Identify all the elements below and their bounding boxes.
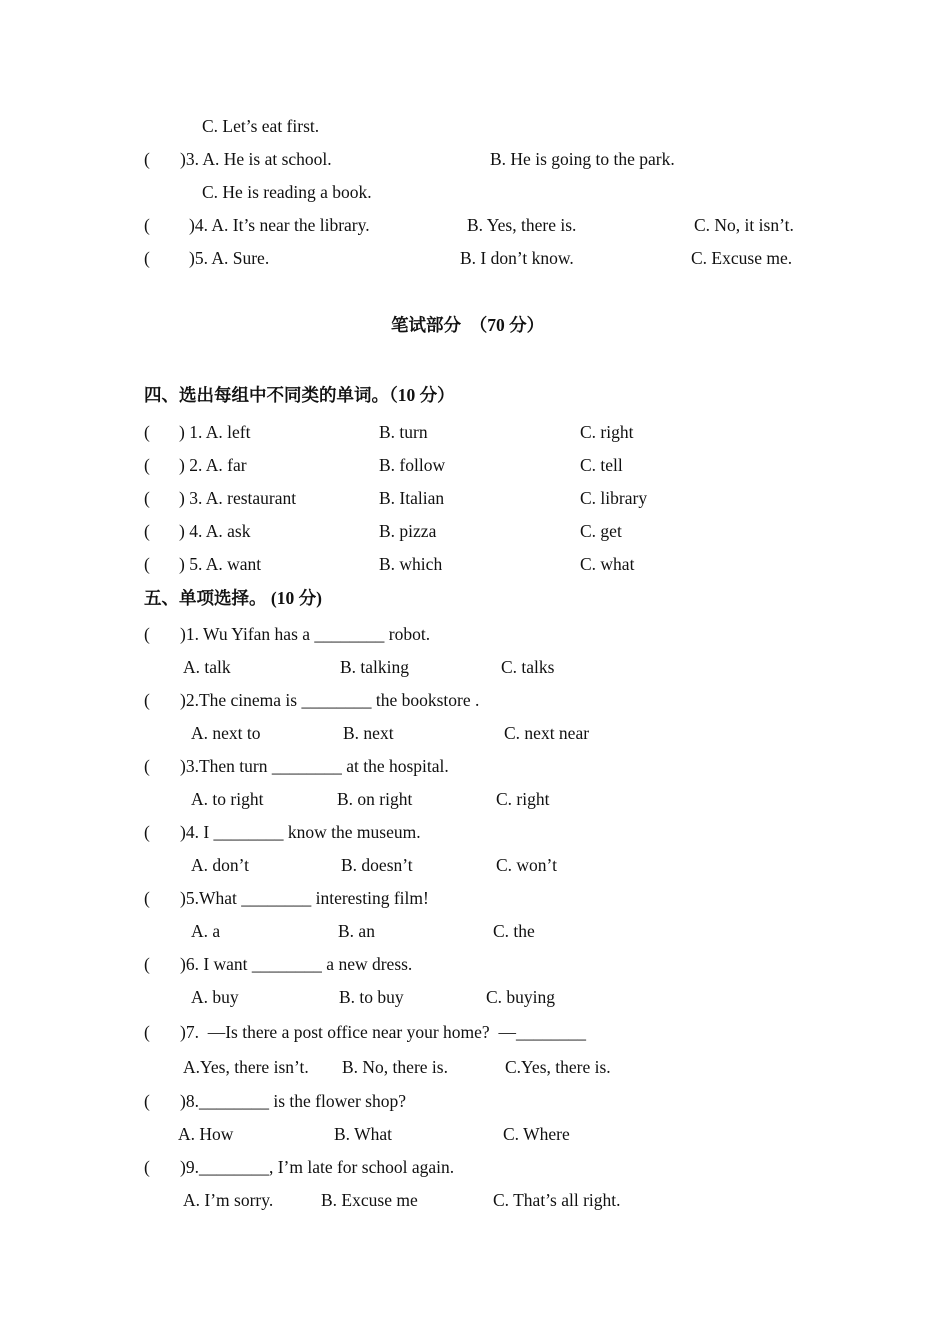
section-5-q5-option-c: C. the: [493, 921, 535, 941]
answer-paren: (: [144, 954, 150, 974]
section-5-q9-option-c: C. That’s all right.: [493, 1190, 621, 1210]
section-5-q3-stem: )3.Then turn ________ at the hospital.: [180, 756, 449, 776]
listening-q3-option-c: C. He is reading a book.: [202, 182, 372, 202]
section-4-row-5-a: ) 5. A. want: [179, 554, 262, 574]
section-4-row-4-c: C. get: [580, 521, 622, 541]
answer-paren: (: [144, 554, 150, 574]
answer-paren: (: [144, 690, 150, 710]
section-5-title: 五、单项选择。 (10 分): [144, 588, 322, 608]
section-5-q4-stem: )4. I ________ know the museum.: [180, 822, 421, 842]
section-4-row-3-a: ) 3. A. restaurant: [179, 488, 297, 508]
section-4-row-4-a: ) 4. A. ask: [179, 521, 251, 541]
section-4-row-5-c: C. what: [580, 554, 635, 574]
answer-paren: (: [144, 422, 150, 442]
answer-paren: (: [144, 215, 150, 235]
section-5-q4-option-b: B. doesn’t: [341, 855, 413, 875]
section-4-row-2-c: C. tell: [580, 455, 623, 475]
section-5-q9-option-a: A. I’m sorry.: [183, 1190, 274, 1210]
listening-q4-option-c: C. No, it isn’t.: [694, 215, 794, 235]
section-5-q7-stem: )7. —Is there a post office near your home? —________: [180, 1022, 586, 1042]
listening-q5-option-c: C. Excuse me.: [691, 248, 793, 268]
listening-q5-stem: )5. A. Sure.: [189, 248, 270, 268]
section-4-row-2-b: B. follow: [379, 455, 446, 475]
section-5-q5-option-a: A. a: [191, 921, 221, 941]
section-4-row-4-b: B. pizza: [379, 521, 437, 541]
section-4-row-1-a: ) 1. A. left: [179, 422, 251, 442]
section-5-q3-option-a: A. to right: [191, 789, 264, 809]
answer-paren: (: [144, 1091, 150, 1111]
listening-q5-option-b: B. I don’t know.: [460, 248, 574, 268]
written-part-title: 笔试部分 （70 分）: [391, 315, 545, 335]
section-5-q1-option-a: A. talk: [183, 657, 231, 677]
answer-paren: (: [144, 756, 150, 776]
section-5-q6-option-c: C. buying: [486, 987, 556, 1007]
answer-paren: (: [144, 521, 150, 541]
section-5-q5-option-b: B. an: [338, 921, 375, 941]
section-4-row-5-b: B. which: [379, 554, 443, 574]
section-5-q7-option-b: B. No, there is.: [342, 1057, 448, 1077]
listening-q2-option-c: C. Let’s eat first.: [202, 116, 320, 136]
section-5-q8-stem: )8.________ is the flower shop?: [180, 1091, 407, 1111]
listening-q3-option-b: B. He is going to the park.: [490, 149, 675, 169]
section-5-q3-option-b: B. on right: [337, 789, 413, 809]
section-5-q1-stem: )1. Wu Yifan has a ________ robot.: [180, 624, 431, 644]
listening-q4-option-b: B. Yes, there is.: [467, 215, 577, 235]
section-4-row-1-c: C. right: [580, 422, 634, 442]
answer-paren: (: [144, 888, 150, 908]
section-4-row-3-b: B. Italian: [379, 488, 445, 508]
section-5-q7-option-c: C.Yes, there is.: [505, 1057, 611, 1077]
listening-q4-stem: )4. A. It’s near the library.: [189, 215, 370, 235]
section-5-q5-stem: )5.What ________ interesting film!: [180, 888, 429, 908]
answer-paren: (: [144, 1022, 150, 1042]
listening-q3-stem: )3. A. He is at school.: [180, 149, 332, 169]
section-5-q9-stem: )9.________, I’m late for school again.: [180, 1157, 455, 1177]
answer-paren: (: [144, 822, 150, 842]
section-5-q8-option-c: C. Where: [503, 1124, 570, 1144]
answer-paren: (: [144, 455, 150, 475]
section-5-q8-option-a: A. How: [178, 1124, 234, 1144]
section-4-title: 四、选出每组中不同类的单词。（10 分）: [144, 385, 455, 405]
section-5-q4-option-c: C. won’t: [496, 855, 557, 875]
section-5-q2-option-b: B. next: [343, 723, 394, 743]
answer-paren: (: [144, 1157, 150, 1177]
section-5-q1-option-c: C. talks: [501, 657, 555, 677]
section-5-q6-option-b: B. to buy: [339, 987, 404, 1007]
section-5-q6-option-a: A. buy: [191, 987, 239, 1007]
section-5-q9-option-b: B. Excuse me: [321, 1190, 418, 1210]
section-5-q7-option-a: A.Yes, there isn’t.: [183, 1057, 309, 1077]
section-5-q3-option-c: C. right: [496, 789, 550, 809]
section-4-row-1-b: B. turn: [379, 422, 428, 442]
section-5-q2-stem: )2.The cinema is ________ the bookstore .: [180, 690, 480, 710]
answer-paren: (: [144, 624, 150, 644]
section-4-row-2-a: ) 2. A. far: [179, 455, 247, 475]
section-5-q4-option-a: A. don’t: [191, 855, 250, 875]
section-5-q1-option-b: B. talking: [340, 657, 410, 677]
section-5-q2-option-a: A. next to: [191, 723, 261, 743]
answer-paren: (: [144, 248, 150, 268]
answer-paren: (: [144, 488, 150, 508]
section-5-q6-stem: )6. I want ________ a new dress.: [180, 954, 413, 974]
section-5-q2-option-c: C. next near: [504, 723, 590, 743]
section-5-q8-option-b: B. What: [334, 1124, 393, 1144]
answer-paren: (: [144, 149, 150, 169]
section-4-row-3-c: C. library: [580, 488, 648, 508]
